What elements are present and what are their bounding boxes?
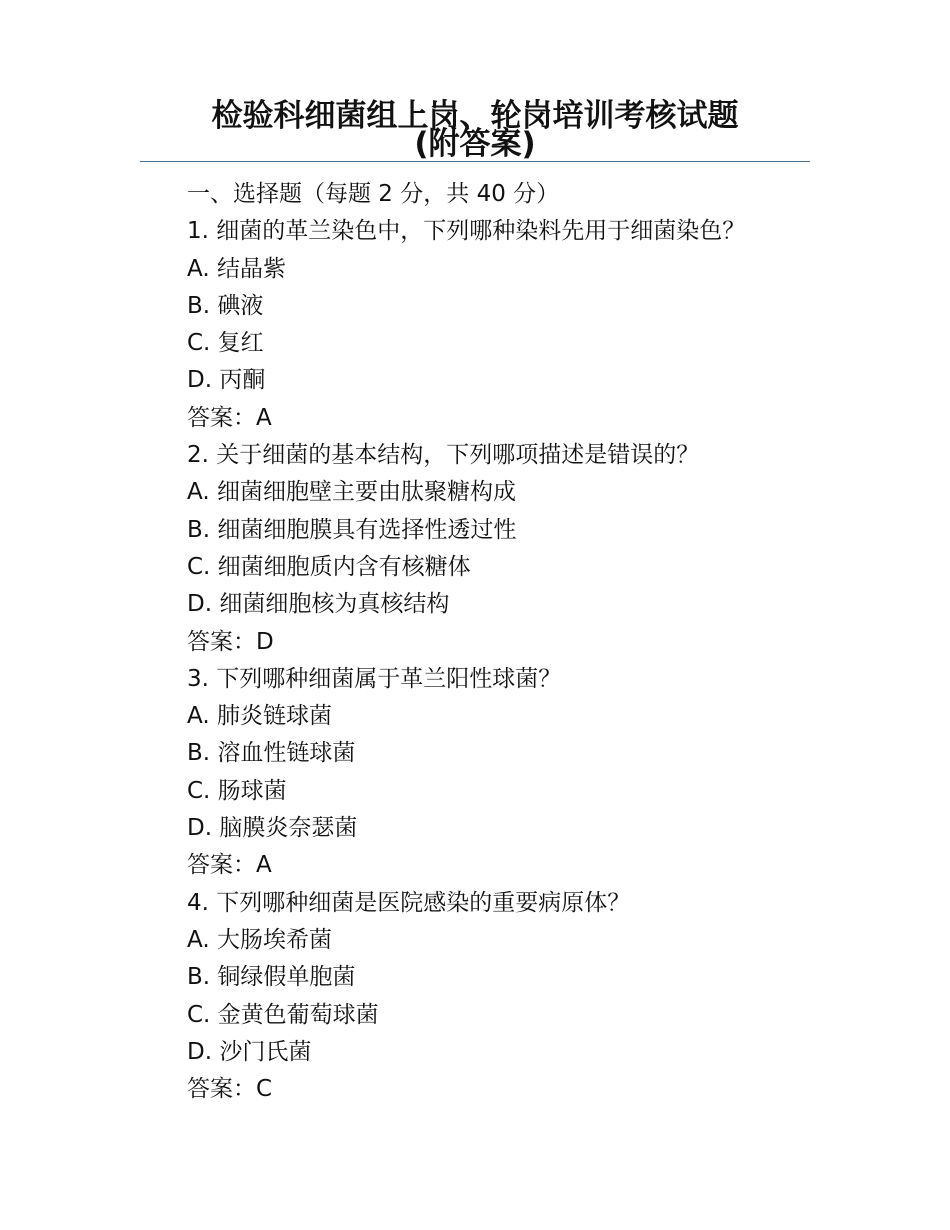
title-line-1: 检验科细菌组上岗、轮岗培训考核试题: [211, 98, 739, 134]
question-option: A. 肺炎链球菌: [187, 703, 332, 730]
question-option: C. 细菌细胞质内含有核糖体: [187, 553, 471, 580]
question-option: C. 肠球菌: [187, 777, 287, 804]
question-option: A. 结晶紫: [187, 255, 286, 282]
question-option: B. 铜绿假单胞菌: [187, 964, 356, 991]
question-stem: 1. 细菌的革兰染色中，下列哪种染料先用于细菌染色？: [187, 218, 746, 245]
question-answer: 答案：A: [187, 852, 272, 879]
title-divider: [140, 161, 810, 162]
question-option: A. 大肠埃希菌: [187, 926, 332, 953]
question-option: D. 脑膜炎奈瑟菌: [187, 815, 358, 842]
title-line-2: (附答案): [414, 126, 536, 162]
question-option: C. 金黄色葡萄球菌: [187, 1001, 379, 1028]
question-option: B. 溶血性链球菌: [187, 740, 356, 767]
question-stem: 3. 下列哪种细菌属于革兰阳性球菌？: [187, 665, 562, 692]
question-option: B. 碘液: [187, 292, 264, 319]
section-heading: 一、选择题（每题 2 分，共 40 分）: [187, 181, 560, 207]
question-answer: 答案：C: [187, 1076, 273, 1103]
question-option: D. 细菌细胞核为真核结构: [187, 591, 450, 618]
question-stem: 2. 关于细菌的基本结构，下列哪项描述是错误的？: [187, 442, 700, 469]
question-option: C. 复红: [187, 330, 264, 357]
question-option: A. 细菌细胞壁主要由肽聚糖构成: [187, 479, 516, 506]
question-answer: 答案：D: [187, 628, 274, 655]
question-answer: 答案：A: [187, 404, 272, 431]
question-option: D. 沙门氏菌: [187, 1038, 312, 1065]
question-stem: 4. 下列哪种细菌是医院感染的重要病原体？: [187, 889, 631, 916]
question-option: D. 丙酮: [187, 367, 266, 394]
document-title: [140, 100, 810, 160]
document-body: [187, 176, 807, 1108]
question-option: B. 细菌细胞膜具有选择性透过性: [187, 516, 517, 543]
